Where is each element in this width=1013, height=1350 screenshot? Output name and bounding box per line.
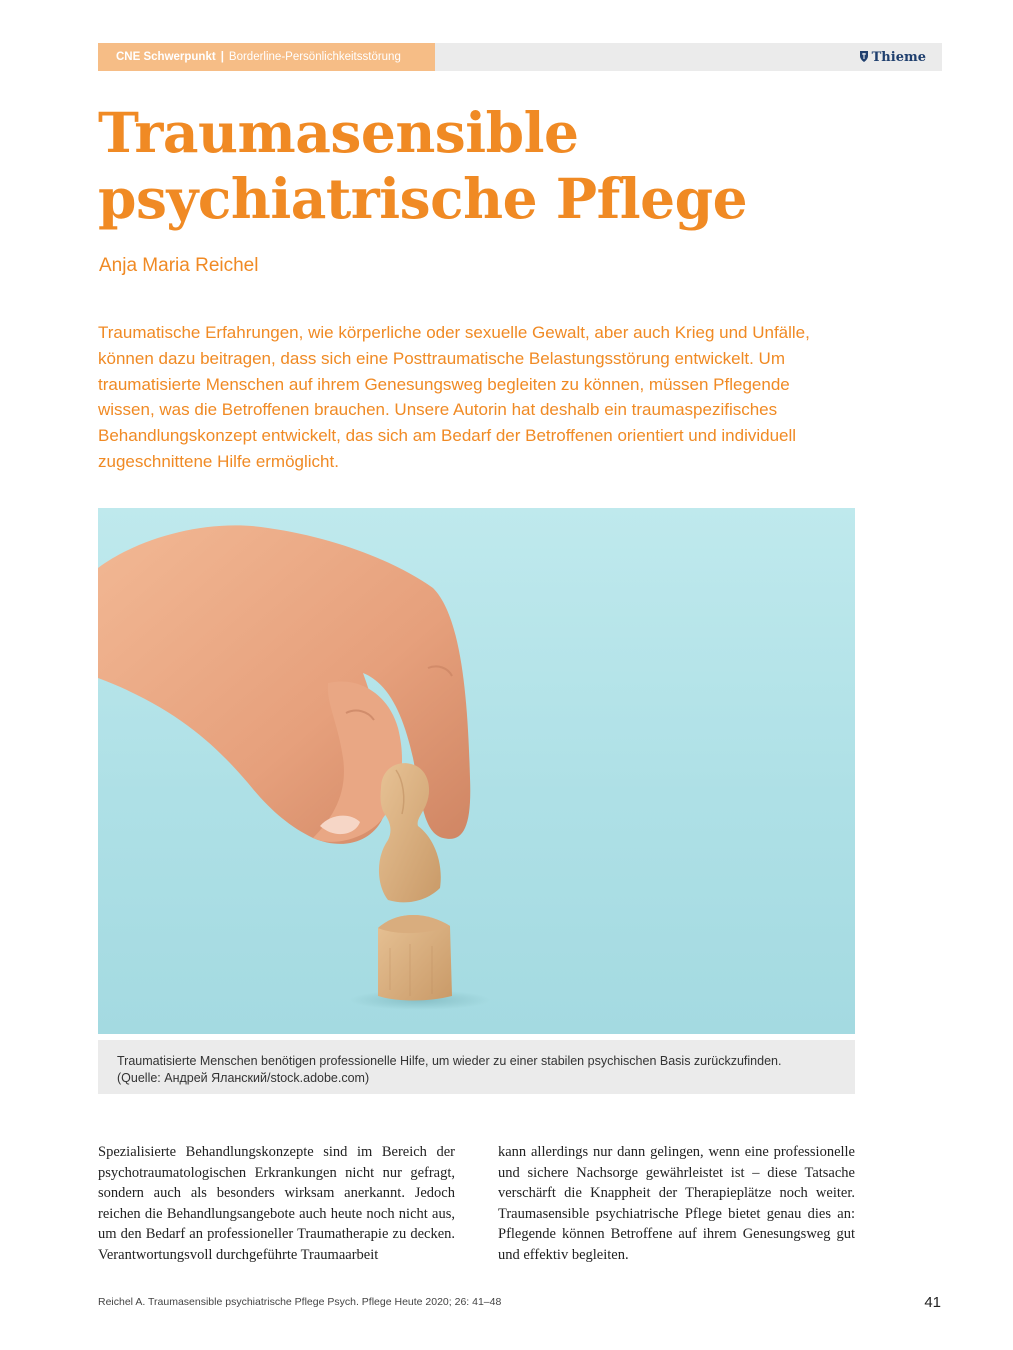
publisher-logo	[859, 43, 926, 71]
publisher-name: Thieme	[871, 50, 926, 65]
article-abstract: Traumatische Erfahrungen, wie körperliche oder sexuelle Gewalt, aber auch Krieg und Unfälle, können dazu beitragen, dass sich eine Posttraumatische Belastungsstörung entwickelt. Um traumatisierte Menschen auf ihrem Genesungsweg begleiten zu können, müssen Pflegende wissen, was die Betroffenen brauchen. Unsere Autorin hat deshalb ein traumaspezifisches Behandlungskonzept entwickelt, das sich am Bedarf der Betroffenen orientiert und individuell zugeschnittene Hilfe ermöglicht.	[98, 323, 810, 471]
topic-label: Borderline-Persönlichkeitsstörung	[228, 51, 401, 63]
article-title: Traumasensible psychiatrische Pflege	[98, 100, 748, 231]
section-tag	[98, 43, 435, 71]
figure-photo-hand-placing-wooden-figure	[98, 508, 855, 1034]
article-author: Anja Maria Reichel	[99, 255, 259, 276]
body-column-right: kann allerdings nur dann gelingen, wenn eine professionelle und sichere Nachsorge gewährleistet ist – diese Tatsache verschärft die Knappheit der Therapieplätze noch weiter. Traumasensible psychiatrische Pflege bietet genau dies an: Pflegende können Betroffene auf ihrem Genesungsweg gut und effektiv begleiten.	[498, 1144, 855, 1263]
caption-text: Traumatisierte Menschen benötigen professionelle Hilfe, um wieder zu einer stabilen psychischen Basis zurückzufinden.	[117, 1054, 782, 1068]
section-label: CNE Schwerpunkt	[116, 51, 216, 63]
article-figure	[98, 508, 855, 1034]
caption-credit: (Quelle: Андрей Яланский/stock.adobe.com)	[117, 1071, 370, 1085]
thieme-crest-icon	[859, 43, 869, 71]
footer-citation: Reichel A. Traumasensible psychiatrische Pflege Psych. Pflege Heute 2020; 26: 41–48	[98, 1296, 502, 1308]
body-column-left: Spezialisierte Behandlungskonzepte sind im Bereich der psychotraumatologischen Erkrankungen nicht nur gefragt, sondern auch als besonders wirksam anerkannt. Jedoch reichen die Behandlungsangebote auch heute noch nicht aus, um den Bedarf an professioneller Traumatherapie zu decken. Verantwortungsvoll durchgeführte Traumaarbeit	[98, 1144, 455, 1263]
page-number: 41	[924, 1294, 941, 1311]
figure-caption	[98, 1040, 855, 1094]
section-separator: |	[220, 51, 224, 63]
running-header	[98, 43, 942, 71]
